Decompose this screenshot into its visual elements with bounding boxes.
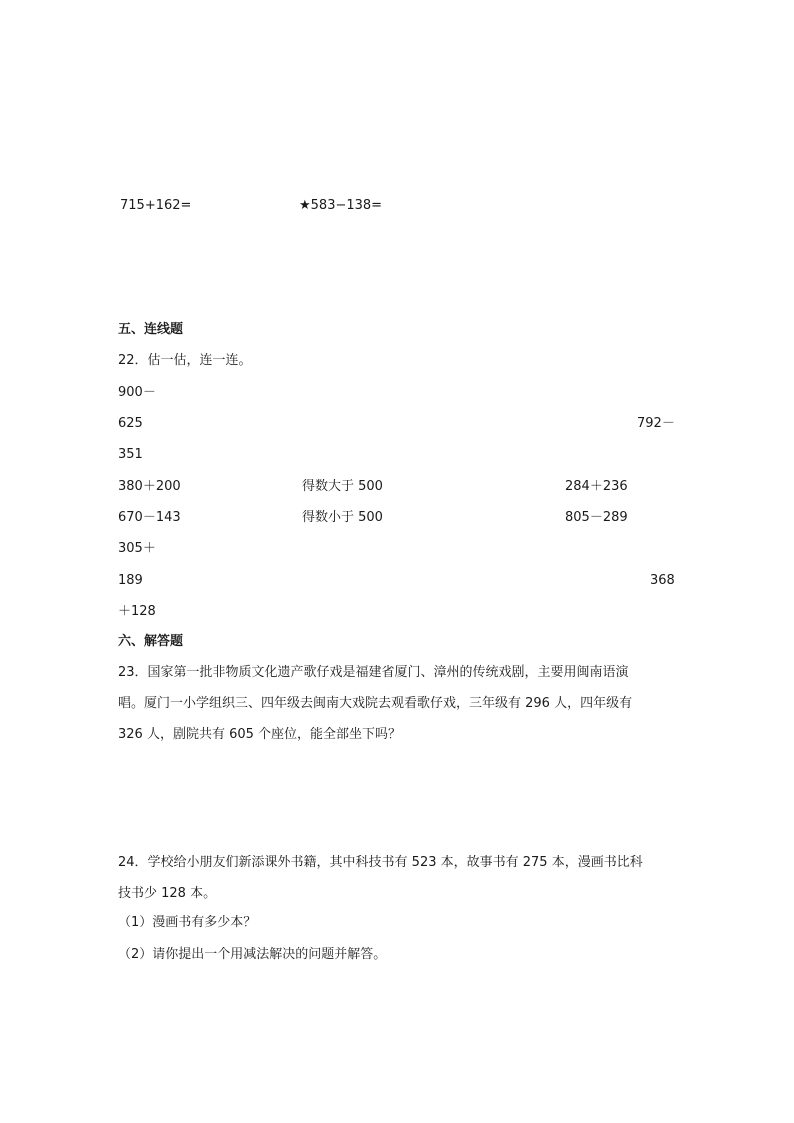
middle-item-less: 得数小于 500 bbox=[302, 510, 383, 525]
q23-line: 326 人，剧院共有 605 个座位，能全部坐下吗？ bbox=[118, 727, 402, 742]
right-item: 805－289 bbox=[565, 510, 628, 525]
q24-line: 技书少 128 本。 bbox=[118, 886, 217, 901]
left-item: 305＋ bbox=[118, 541, 156, 556]
right-item: 792－ bbox=[637, 416, 675, 431]
q24-paragraph bbox=[118, 847, 670, 909]
calc-right-starred: ★583−138= bbox=[299, 198, 383, 213]
section5-heading: 五、连线题 bbox=[118, 322, 184, 337]
right-item: 368 bbox=[650, 573, 675, 588]
q23-paragraph bbox=[118, 657, 670, 750]
left-item: 189 bbox=[118, 573, 143, 588]
left-item: 900－ bbox=[118, 385, 156, 400]
section6-heading: 六、解答题 bbox=[118, 634, 184, 649]
left-item: 670－143 bbox=[118, 510, 181, 525]
q22-title: 22．估一估，连一连。 bbox=[118, 353, 252, 368]
q24-line: 24．学校给小朋友们新添课外书籍，其中科技书有 523 本，故事书有 275 本，漫画书比科 bbox=[118, 855, 643, 870]
right-item: 284＋236 bbox=[565, 479, 628, 494]
left-item: 380＋200 bbox=[118, 479, 181, 494]
left-item: ＋128 bbox=[118, 604, 156, 619]
q23-line: 23．国家第一批非物质文化遗产歌仔戏是福建省厦门、漳州的传统戏剧，主要用闽南语演 bbox=[118, 665, 629, 680]
calc-left: 715+162= bbox=[120, 198, 192, 213]
left-item: 625 bbox=[118, 416, 143, 431]
left-item: 351 bbox=[118, 447, 143, 462]
q24-sub1: （1）漫画书有多少本？ bbox=[118, 915, 257, 930]
q24-sub2: （2）请你提出一个用减法解决的问题并解答。 bbox=[118, 947, 387, 962]
middle-item-greater: 得数大于 500 bbox=[302, 479, 383, 494]
q23-line: 唱。厦门一小学组织三、四年级去闽南大戏院去观看歌仔戏，三年级有 296 人，四年级有 bbox=[118, 696, 633, 711]
